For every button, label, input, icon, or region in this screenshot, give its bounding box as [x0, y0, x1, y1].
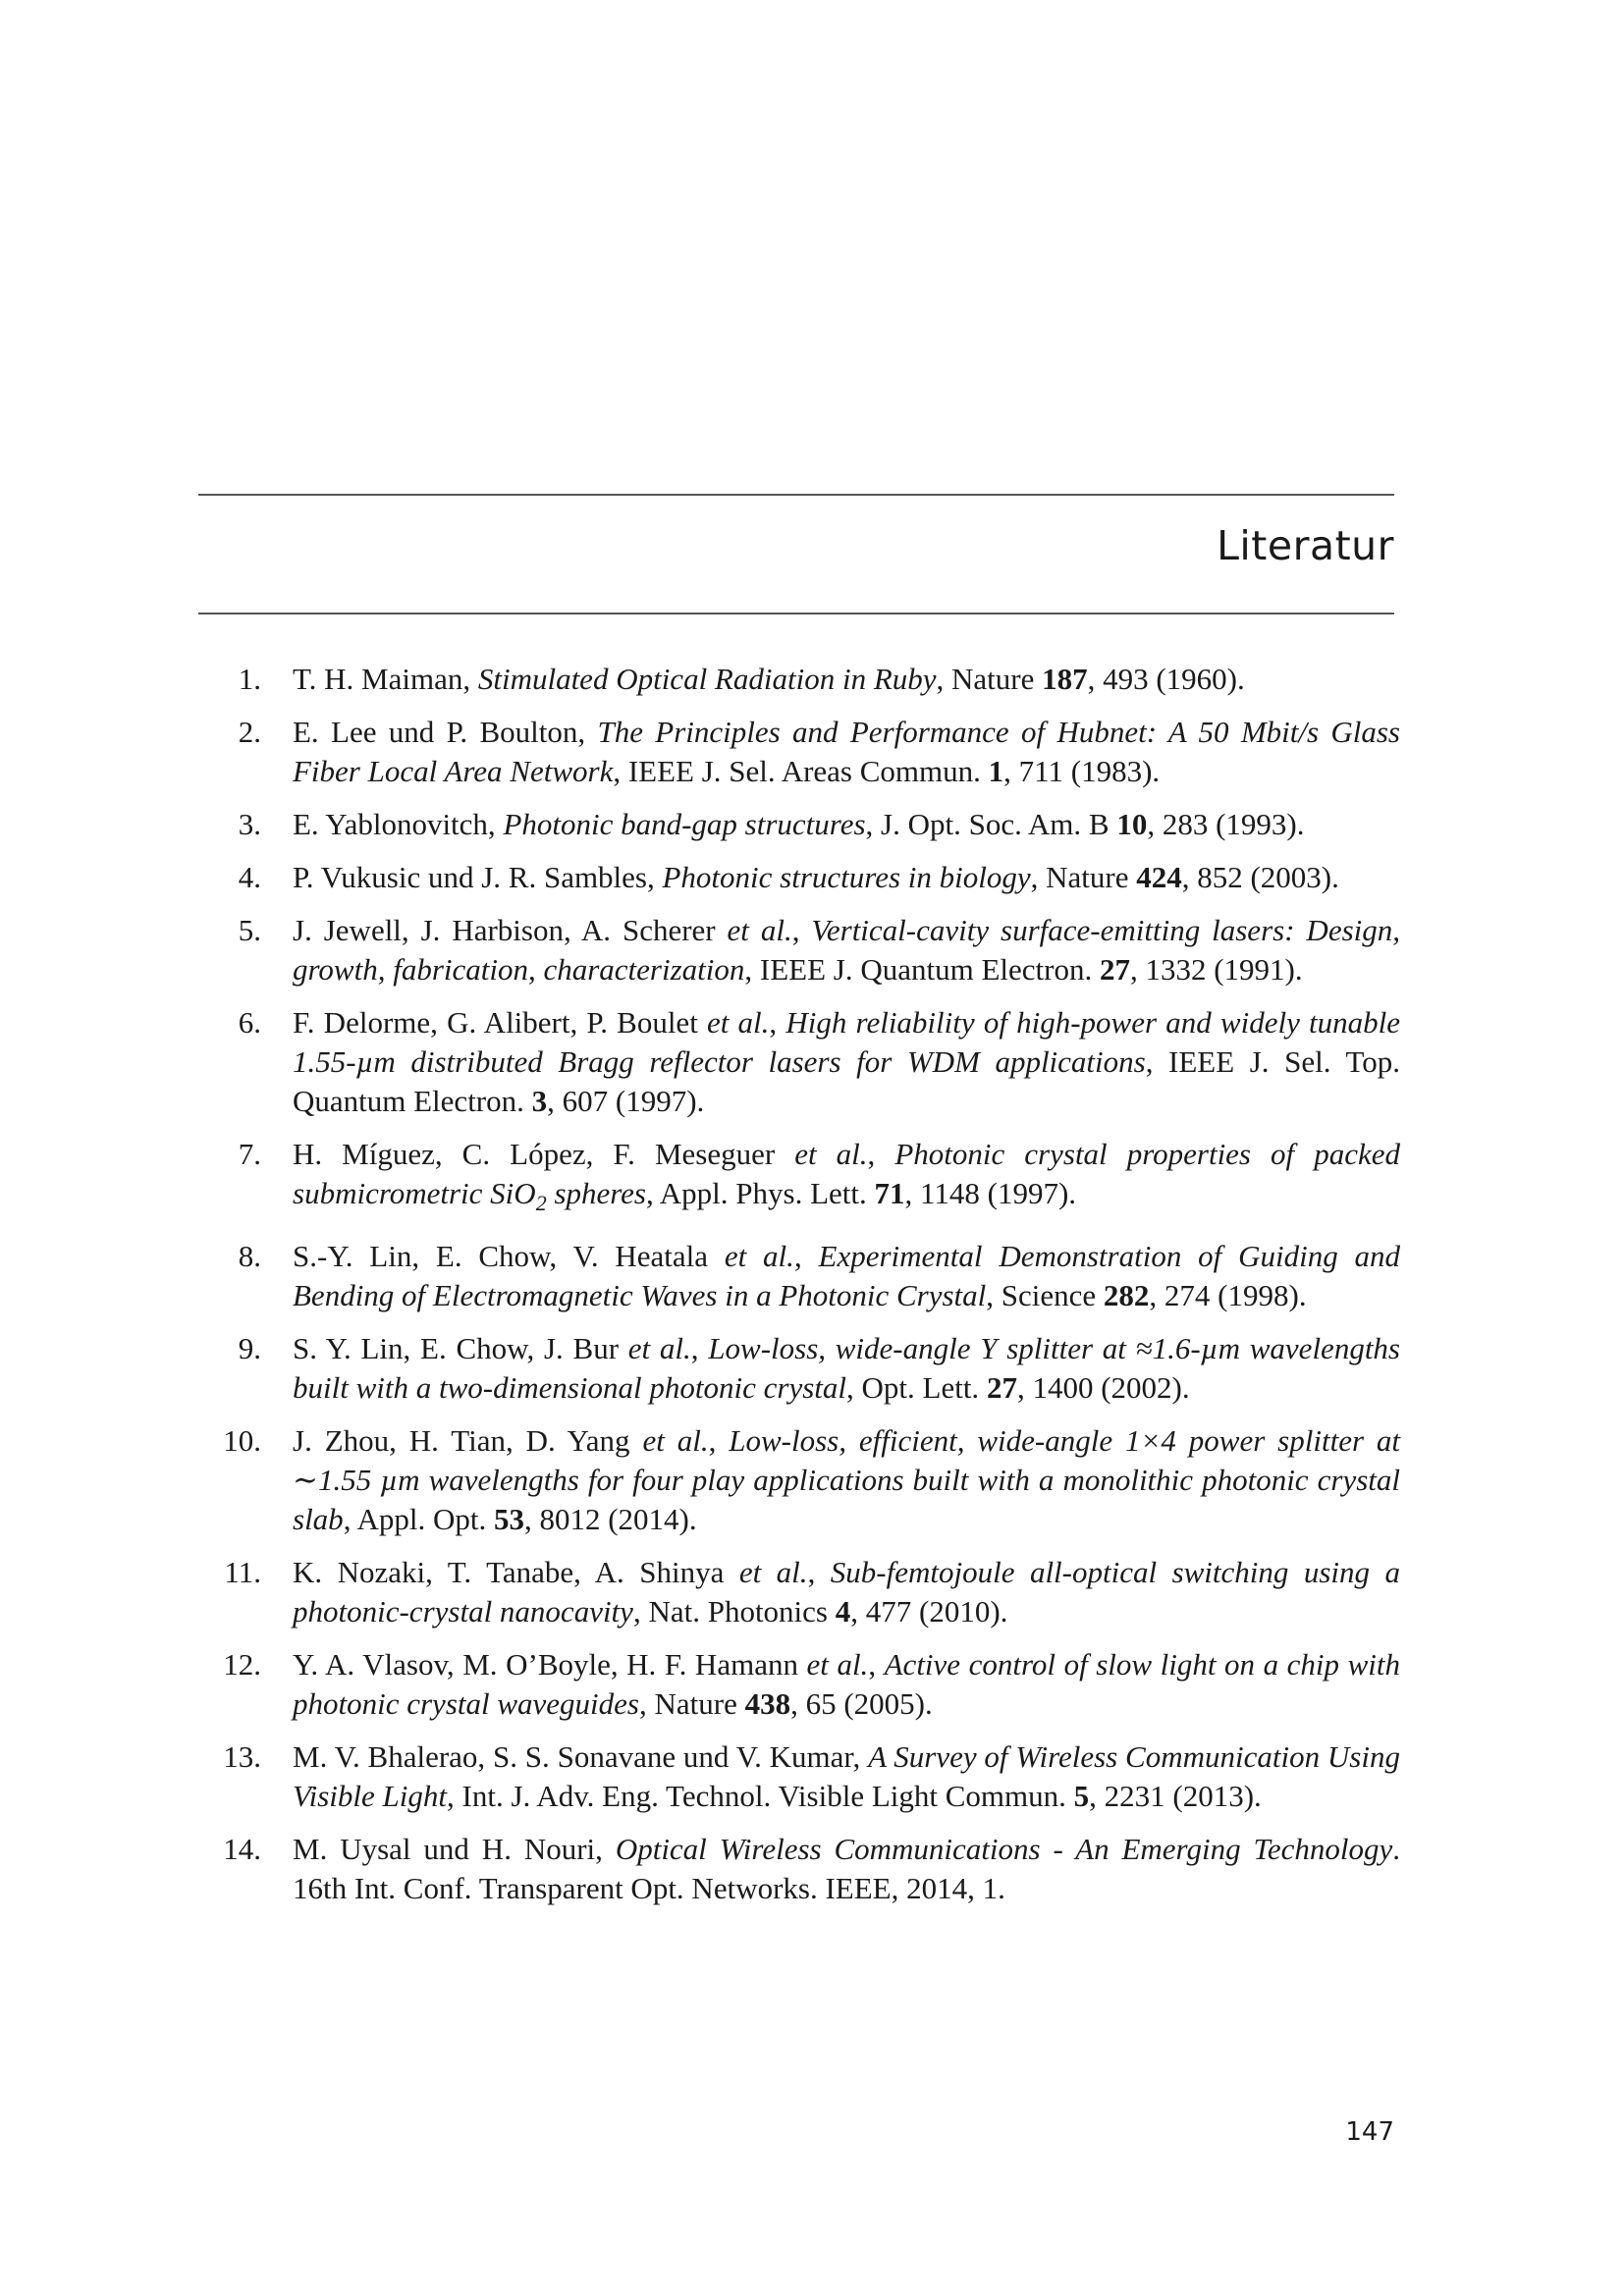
reference-separator: ,: [769, 1005, 786, 1040]
reference-authors: H. Míguez, C. López, F. Meseguer: [293, 1137, 795, 1171]
reference-number: 3.: [238, 807, 261, 841]
reference-pages-year: , 1400 (2002).: [1016, 1370, 1190, 1406]
reference-number: 12.: [223, 1647, 261, 1682]
reference-journal: , Int. J. Adv. Eng. Technol. Visible Light Commun.: [447, 1779, 1074, 1814]
reference-pages-year: , 274 (1998).: [1149, 1278, 1307, 1313]
reference-title: Photonic structures in biology: [662, 860, 1031, 894]
reference-journal: , Science: [986, 1278, 1104, 1313]
reference-volume: 5: [1073, 1779, 1090, 1814]
reference-item: [198, 805, 1400, 844]
reference-journal: , J. Opt. Soc. Am. B: [865, 807, 1117, 841]
reference-journal: , Nature: [936, 662, 1043, 696]
reference-item: [198, 911, 1400, 989]
reference-title: Low-loss, wide-angle Y splitter at ≈1.6-µm wavelengths built with a two-dimensional photonic crystal: [293, 1331, 1400, 1406]
reference-volume: 53: [493, 1502, 524, 1537]
reference-number: 8.: [238, 1239, 261, 1274]
reference-number: 9.: [238, 1331, 261, 1366]
reference-title: Photonic band-gap structures: [503, 807, 866, 841]
reference-number: 4.: [238, 860, 261, 894]
reference-volume: 438: [744, 1686, 791, 1722]
reference-authors: K. Nozaki, T. Tanabe, A. Shinya: [293, 1555, 739, 1590]
reference-number: 6.: [238, 1005, 261, 1040]
reference-title: The Principles and Performance of Hubnet: A 50 Mbit/s Glass Fiber Local Area Network: [293, 715, 1400, 788]
reference-volume: 187: [1042, 662, 1088, 696]
reference-number: 13.: [223, 1739, 261, 1775]
reference-title: Sub-femtojoule all-optical switching using a photonic-crystal nanocavity: [293, 1555, 1401, 1629]
reference-authors: J. Jewell, J. Harbison, A. Scherer: [293, 913, 728, 947]
reference-number: 1.: [238, 662, 261, 696]
reference-pages-year: , 477 (2010).: [850, 1594, 1008, 1629]
reference-volume: 424: [1136, 860, 1182, 894]
reference-number: 5.: [238, 913, 261, 947]
reference-authors: F. Delorme, G. Alibert, P. Boulet: [293, 1005, 707, 1040]
reference-pages-year: . 16th Int. Conf. Transparent Opt. Networks. IEEE, 2014, 1.: [293, 1832, 1400, 1906]
reference-et-al: et al.: [707, 1005, 770, 1040]
reference-et-al: et al.: [627, 1331, 691, 1366]
reference-authors: T. H. Maiman,: [293, 662, 478, 696]
reference-separator: ,: [708, 1423, 730, 1459]
reference-authors: M. Uysal und H. Nouri,: [293, 1832, 616, 1867]
reference-et-al: et al.: [738, 1555, 808, 1590]
reference-item: [198, 1329, 1400, 1408]
reference-separator: ,: [867, 1137, 895, 1171]
reference-pages-year: , 283 (1993).: [1147, 807, 1305, 841]
reference-authors: E. Lee und P. Boulton,: [293, 715, 598, 749]
reference-et-al: et al.: [806, 1647, 869, 1682]
reference-authors: P. Vukusic und J. R. Sambles,: [293, 860, 663, 894]
reference-pages-year: , 711 (1983).: [1003, 754, 1161, 788]
reference-item: [198, 1135, 1400, 1223]
reference-title: Stimulated Optical Radiation in Ruby: [477, 662, 937, 696]
reference-title-subscript: 2: [535, 1191, 547, 1216]
reference-item: [198, 1830, 1400, 1908]
reference-journal: , IEEE J. Quantum Electron.: [744, 952, 1100, 987]
reference-journal: , IEEE J. Sel. Top. Quantum Electron.: [293, 1044, 1400, 1118]
reference-et-al: et al.: [642, 1423, 709, 1459]
reference-pages-year: , 65 (2005).: [790, 1686, 933, 1722]
reference-title: A Survey of Wireless Communication Using Visible Light: [293, 1739, 1400, 1814]
reference-item: [198, 858, 1400, 897]
reference-item: [198, 1003, 1400, 1121]
reference-volume: 10: [1116, 807, 1148, 841]
reference-item: [198, 1421, 1400, 1539]
reference-title: Low-loss, efficient, wide-angle 1×4 power splitter at ∼1.55 µm wavelengths for four play applications built with a monolithic photonic crystal slab: [293, 1423, 1401, 1537]
reference-pages-year: , 493 (1960).: [1087, 662, 1245, 696]
reference-separator: ,: [807, 1555, 831, 1590]
reference-pages-year: , 1148 (1997).: [904, 1176, 1077, 1210]
reference-list: [198, 660, 1400, 1922]
reference-volume: 27: [986, 1370, 1017, 1406]
reference-authors: J. Zhou, H. Tian, D. Yang: [293, 1423, 643, 1459]
reference-journal: , IEEE J. Sel. Areas Commun.: [613, 754, 989, 788]
reference-volume: 3: [531, 1084, 548, 1118]
reference-authors: E. Yablonovitch,: [293, 807, 504, 841]
reference-separator: ,: [791, 913, 812, 947]
reference-volume: 4: [835, 1594, 851, 1629]
reference-number: 11.: [224, 1555, 261, 1590]
reference-authors: S. Y. Lin, E. Chow, J. Bur: [293, 1331, 628, 1366]
reference-pages-year: , 2231 (2013).: [1089, 1779, 1262, 1814]
reference-item: [198, 1645, 1400, 1724]
header-rule-bottom: [198, 613, 1394, 614]
reference-volume: 1: [988, 754, 1004, 788]
page-number: 147: [1345, 2117, 1394, 2147]
reference-item: [198, 1737, 1400, 1816]
reference-volume: 282: [1103, 1278, 1150, 1313]
chapter-title: Literatur: [1217, 522, 1394, 569]
reference-pages-year: , 8012 (2014).: [523, 1502, 697, 1537]
reference-title-continued: spheres: [546, 1176, 646, 1210]
reference-pages-year: , 1332 (1991).: [1129, 952, 1303, 987]
reference-item: [198, 1553, 1400, 1631]
reference-title: Experimental Demonstration of Guiding and Bending of Electromagnetic Waves in a Photonic Crystal: [293, 1239, 1401, 1313]
reference-title: Active control of slow light on a chip with photonic crystal waveguides: [293, 1647, 1400, 1722]
reference-journal: , Nature: [639, 1686, 745, 1722]
reference-journal: , Nature: [1030, 860, 1137, 894]
reference-number: 10.: [223, 1423, 261, 1459]
reference-item: [198, 660, 1400, 699]
reference-item: [198, 713, 1400, 791]
reference-journal: , Nat. Photonics: [632, 1594, 836, 1629]
header-rule-top: [198, 494, 1394, 496]
reference-pages-year: , 607 (1997).: [547, 1084, 705, 1118]
reference-number: 14.: [223, 1832, 261, 1867]
reference-separator: ,: [793, 1239, 819, 1274]
reference-title: Photonic crystal properties of packed submicrometric SiO: [293, 1137, 1400, 1210]
reference-separator: ,: [690, 1331, 709, 1366]
reference-pages-year: , 852 (2003).: [1181, 860, 1339, 894]
reference-journal: , Appl. Opt.: [343, 1502, 494, 1537]
reference-authors: M. V. Bhalerao, S. S. Sonavane und V. Kumar,: [293, 1739, 869, 1775]
reference-item: [198, 1237, 1400, 1315]
reference-journal: , Opt. Lett.: [846, 1370, 987, 1406]
reference-et-al: et al.: [724, 1239, 794, 1274]
reference-authors: S.-Y. Lin, E. Chow, V. Heatala: [293, 1239, 725, 1274]
reference-number: 7.: [238, 1137, 261, 1171]
reference-volume: 27: [1099, 952, 1130, 987]
reference-separator: ,: [868, 1647, 885, 1682]
reference-title: Vertical-cavity surface-emitting lasers: Design, growth, fabrication, characterization: [293, 913, 1401, 987]
reference-title: High reliability of high-power and widely tunable 1.55-µm distributed Bragg reflector lasers for WDM applications: [293, 1005, 1400, 1079]
reference-number: 2.: [238, 715, 261, 749]
reference-journal: , Appl. Phys. Lett.: [646, 1176, 875, 1210]
reference-title: Optical Wireless Communications - An Emerging Technology: [615, 1832, 1393, 1867]
reference-authors: Y. A. Vlasov, M. O’Boyle, H. F. Hamann: [293, 1647, 807, 1682]
reference-et-al: et al.: [727, 913, 792, 947]
reference-et-al: et al.: [794, 1137, 868, 1171]
reference-volume: 71: [874, 1176, 905, 1210]
